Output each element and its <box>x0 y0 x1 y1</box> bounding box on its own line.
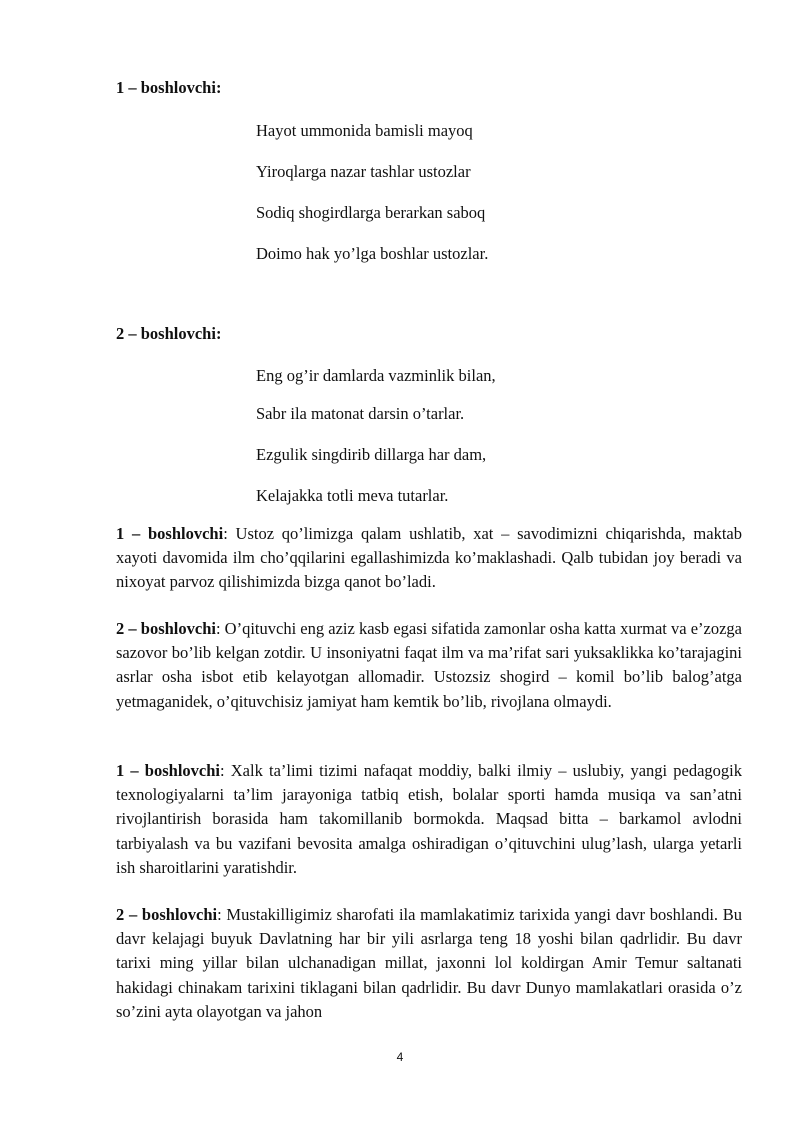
poem-line: Sodiq shogirdlarga berarkan saboq <box>256 203 486 222</box>
speaker-label-2: 2 – boshlovchi: <box>116 324 222 343</box>
paragraph-speaker: 1 – boshlovchi <box>116 761 221 780</box>
poem-line: Hayot ummonida bamisli mayoq <box>256 121 473 140</box>
paragraph-speaker: 1 – boshlovchi <box>116 524 224 543</box>
paragraph-text: : Ustoz qo’limizga qalam ushlatib, xat – savodimizni chiqarishda, maktab xayoti davomida ilm cho’qqilarini egallashimizda ko’maklashadi. Qalb tubidan joy beradi va nixoyat parvoz qilishimizda bizga qanot bo’ladi. <box>116 524 742 592</box>
poem-line: Doimo hak yo’lga boshlar ustozlar. <box>256 244 489 263</box>
dialogue-paragraph <box>116 522 742 595</box>
dialogue-paragraph <box>116 903 742 1024</box>
speaker-label-1: 1 – boshlovchi: <box>116 78 222 97</box>
poem-line: Yiroqlarga nazar tashlar ustozlar <box>256 162 471 181</box>
poem-line: Sabr ila matonat darsin o’tarlar. <box>256 404 465 423</box>
dialogue-paragraph <box>116 617 742 714</box>
paragraph-text: : Mustakilligimiz sharofati ila mamlakatimiz tarixida yangi davr boshlandi. Bu davr kelajagi buyuk Davlatning har bir yili asrlarga teng 18 yoshi bilan qadrlidir. Bu davr tarixi ming yillar bilan ulchanadigan millat, jaxonni lol koldirgan Amir Temur saltanati hakidagi chinakam tarixini tiklagani bilan qadrlidir. Bu davr Dunyo mamlakatlari orasida o’z so’zini ayta olayotgan va jahon <box>116 905 742 1021</box>
paragraph-text: : Xalk ta’limi tizimi nafaqat moddiy, balki ilmiy – uslubiy, yangi pedagogik texnologiyalarni ta’lim jarayoniga tatbiq etish, bolalar sporti hamda musiqa va san’atni rivojlantirish borasida ham takomillanib bormokda. Maqsad bitta – barkamol avlodni tarbiyalash va bu vazifani bevosita amalga oshiradigan o’qituvchini ulug’lash, ularga yetarli ish sharoitlarini yaratishdir. <box>116 761 742 877</box>
page-number: 4 <box>396 1050 404 1064</box>
dialogue-paragraph <box>116 759 742 880</box>
poem-line: Kelajakka totli meva tutarlar. <box>256 486 449 505</box>
paragraph-speaker: 2 – boshlovchi <box>116 905 218 924</box>
poem-line: Eng og’ir damlarda vazminlik bilan, <box>256 366 496 385</box>
paragraph-speaker: 2 – boshlovchi <box>116 619 216 638</box>
paragraph-text: : O’qituvchi eng aziz kasb egasi sifatida zamonlar osha katta xurmat va e’zozga sazovor bo’lib kelgan zotdir. U insoniyatni faqat ilm va ma’rifat sari yuksaklikka ko’tarajagini asrlar osha isbot etib kelayotgan allomadir. Ustozsiz shogird – komil bo’lib balog’atga yetmaganidek, o’qituvchisiz jamiyat ham kemtik bo’lib, rivojlana olmaydi. <box>116 619 742 711</box>
poem-line: Ezgulik singdirib dillarga har dam, <box>256 445 487 464</box>
